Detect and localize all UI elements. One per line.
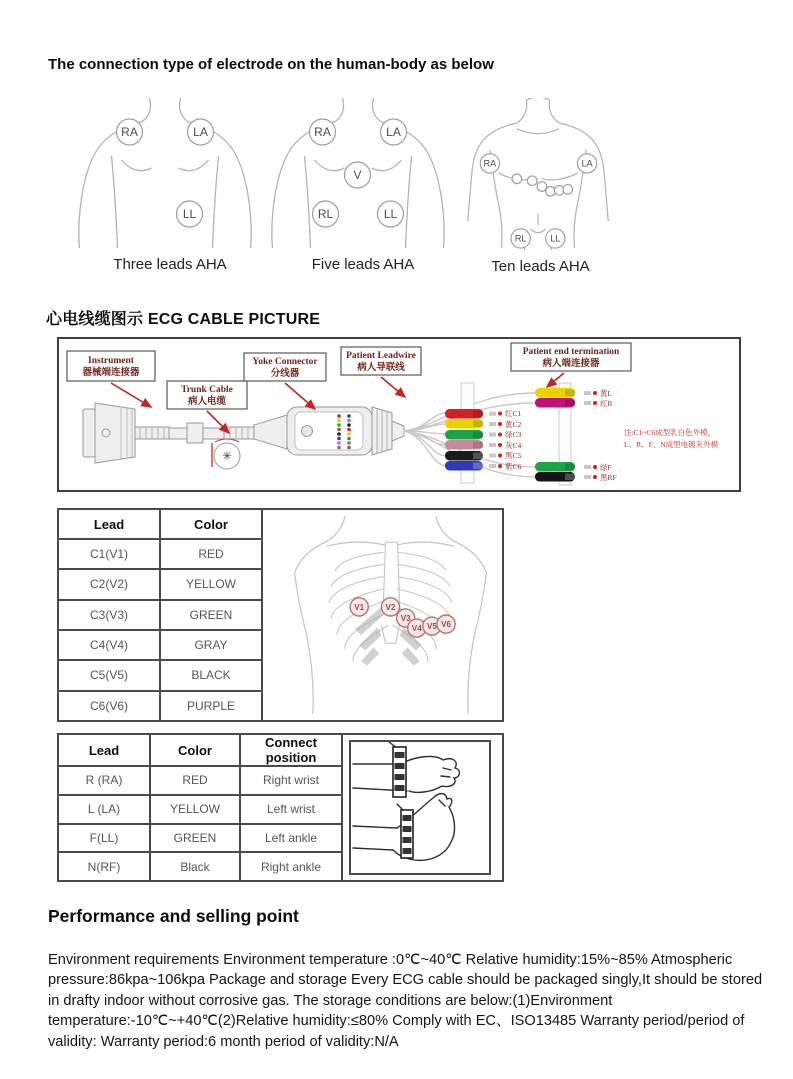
cell-position: Left ankle xyxy=(240,824,342,853)
v6-label: V6 xyxy=(441,620,451,630)
ecg-cable-picture-title: 心电线缆图示 ECG CABLE PICTURE xyxy=(46,311,321,328)
lead-C5-label: 黑C5 xyxy=(505,451,522,460)
ribcage-figure xyxy=(283,514,498,721)
cell-color: GREEN xyxy=(160,600,262,630)
cable-note-line2: L、R、F、N成型电镀灰外模 xyxy=(624,440,719,449)
electrode-ll-label: LL xyxy=(182,207,197,221)
electrode-la-label: LA xyxy=(193,125,208,139)
three-leads-body-art xyxy=(75,98,255,248)
v2-label: V2 xyxy=(385,602,396,612)
lead-C2 xyxy=(445,419,522,429)
lead-F-label: 绿F xyxy=(600,463,612,472)
five-leads-body-art xyxy=(268,98,448,248)
chest-electrode-dots xyxy=(512,174,573,196)
table-row xyxy=(58,600,262,630)
electrode-rl-label: RL xyxy=(317,207,334,221)
table-row xyxy=(58,852,342,881)
five-leads-caption: Five leads AHA xyxy=(311,256,415,273)
v5-label: V5 xyxy=(426,622,437,632)
table-row xyxy=(58,630,262,660)
chest-col-lead: Lead xyxy=(58,509,160,539)
lead-C4-label: 灰C4 xyxy=(505,441,522,450)
lead-R-label: 红R xyxy=(600,399,613,408)
cell-lead: C1(V1) xyxy=(58,539,160,569)
three-leads-diagram xyxy=(75,98,265,273)
lead-C6 xyxy=(445,461,522,471)
lead-F xyxy=(535,462,612,472)
cell-lead: F(LL) xyxy=(58,824,150,853)
trunk-label-en: Trunk Cable xyxy=(181,385,233,395)
lead-L xyxy=(535,388,612,398)
cell-position: Right wrist xyxy=(240,766,342,795)
limb-col-lead: Lead xyxy=(58,734,150,766)
cell-lead: C6(V6) xyxy=(58,691,160,721)
table-row xyxy=(58,795,342,824)
ankle-clamp xyxy=(401,810,413,858)
ecg-cable-picture xyxy=(57,337,741,492)
cable-art xyxy=(59,339,739,490)
cell-color: Black xyxy=(150,852,240,881)
lead-C3 xyxy=(445,430,522,440)
cell-color: GRAY xyxy=(160,630,262,660)
cell-color: RED xyxy=(160,539,262,569)
v3-label: V3 xyxy=(400,614,411,624)
cell-position: Right ankle xyxy=(240,852,342,881)
performance-title: Performance and selling point xyxy=(48,906,299,926)
ten-leads-caption: Ten leads AHA xyxy=(491,258,590,275)
leadwire-callout xyxy=(341,347,421,397)
lead-C3-label: 绿C3 xyxy=(505,430,522,439)
electrode-la-label: LA xyxy=(386,125,401,139)
three-leads-caption: Three leads AHA xyxy=(113,256,227,273)
ten-leads-body-art xyxy=(458,98,618,250)
electrode-v-label: V xyxy=(353,168,362,182)
electrode-rl-label: RL xyxy=(514,233,527,244)
cell-color: RED xyxy=(150,766,240,795)
leadwire-label-en: Patient Leadwire xyxy=(346,351,416,361)
cell-lead: C4(V4) xyxy=(58,630,160,660)
cell-lead: N(RF) xyxy=(58,852,150,881)
electrode-ra-label: RA xyxy=(314,125,331,139)
limb-col-position: Connect position xyxy=(240,734,342,766)
yoke-label-cn: 分线器 xyxy=(270,369,300,379)
table-row xyxy=(58,660,262,690)
cell-lead: C2(V2) xyxy=(58,569,160,599)
cell-position: Left wrist xyxy=(240,795,342,824)
termination-callout xyxy=(511,343,631,387)
clamp-electrode-figure xyxy=(349,740,491,875)
termination-label-cn: 病人端连接器 xyxy=(542,359,600,369)
lead-C4 xyxy=(445,440,522,450)
full-body-outline xyxy=(468,98,608,250)
lead-R xyxy=(535,398,613,408)
cell-lead: C3(V3) xyxy=(58,600,160,630)
cable-note-line1: 注:C1~C6成型乳白色外模， xyxy=(624,428,716,437)
wrist-ankle-art xyxy=(351,742,485,869)
cell-color: GREEN xyxy=(150,824,240,853)
electrode-ll-label: LL xyxy=(383,207,398,221)
leadwire-label-cn: 病人导联线 xyxy=(357,363,405,373)
yoke-connector-art xyxy=(254,407,404,455)
instrument-connector-art xyxy=(83,403,135,463)
electrode-ll-label: LL xyxy=(550,233,561,244)
cable-logo-tag xyxy=(212,439,240,469)
chest-lead-table xyxy=(57,508,263,722)
ten-leads-diagram xyxy=(458,98,623,275)
chest-col-color: Color xyxy=(160,509,262,539)
table-row xyxy=(58,569,262,599)
wrist-clamp xyxy=(393,747,406,797)
table-row xyxy=(58,824,342,853)
trunk-cable-callout xyxy=(167,381,247,433)
trunk-label-cn: 病人电缆 xyxy=(187,397,227,407)
limb-col-color: Color xyxy=(150,734,240,766)
yoke-callout xyxy=(244,353,326,409)
cell-color: PURPLE xyxy=(160,691,262,721)
table-row xyxy=(58,539,262,569)
instrument-callout xyxy=(67,351,155,407)
lead-C6-label: 紫C6 xyxy=(505,462,522,471)
electrode-ra-label: RA xyxy=(483,158,497,169)
table-row xyxy=(58,691,262,721)
table-row xyxy=(58,766,342,795)
trunk-cable-art xyxy=(135,423,254,443)
performance-paragraph: Environment requirements Environment temperature :0℃~40℃ Relative humidity:15%~85% Atmospheric pressure:86kpa~106kpa Package and storage Every ECG cable should be packaged singly,It should be stored in drafty indoor without corrosive gas. The storage conditions are below:(1)Environment temperature:-10℃~+40℃(2)Relative humidity:≤80% Comply with EC、ISO13485 Warranty period/period of validity: Warranty period:6 month period of validity:N/A xyxy=(48,952,763,1050)
instrument-label-en: Instrument xyxy=(88,356,134,366)
limb-lead-table xyxy=(57,733,343,882)
v4-label: V4 xyxy=(411,624,422,634)
torso-outline xyxy=(79,98,251,248)
lead-L-label: 黄L xyxy=(600,389,613,398)
instrument-label-cn: 器械端连接器 xyxy=(82,368,140,378)
five-leads-diagram xyxy=(268,98,458,273)
cell-color: BLACK xyxy=(160,660,262,690)
cell-color: YELLOW xyxy=(160,569,262,599)
page-title: The connection type of electrode on the human-body as below xyxy=(48,56,494,73)
limb-lead-panel xyxy=(57,733,504,882)
v1-label: V1 xyxy=(354,602,365,612)
ribcage-art xyxy=(283,514,498,716)
cell-lead: R (RA) xyxy=(58,766,150,795)
yoke-label-en: Yoke Connector xyxy=(252,357,318,367)
electrode-ra-label: RA xyxy=(121,125,138,139)
lead-RF xyxy=(535,472,617,482)
termination-label-en: Patient end termination xyxy=(522,347,620,357)
lead-C2-label: 黄C2 xyxy=(505,420,522,429)
logo-glyph: ✳ xyxy=(221,449,233,463)
cell-lead: L (LA) xyxy=(58,795,150,824)
lead-C1-label: 红C1 xyxy=(505,409,522,418)
cell-color: YELLOW xyxy=(150,795,240,824)
lead-RF-label: 黑RF xyxy=(600,473,617,482)
electrode-la-label: LA xyxy=(581,158,593,169)
cell-lead: C5(V5) xyxy=(58,660,160,690)
chest-lead-panel xyxy=(57,508,504,722)
